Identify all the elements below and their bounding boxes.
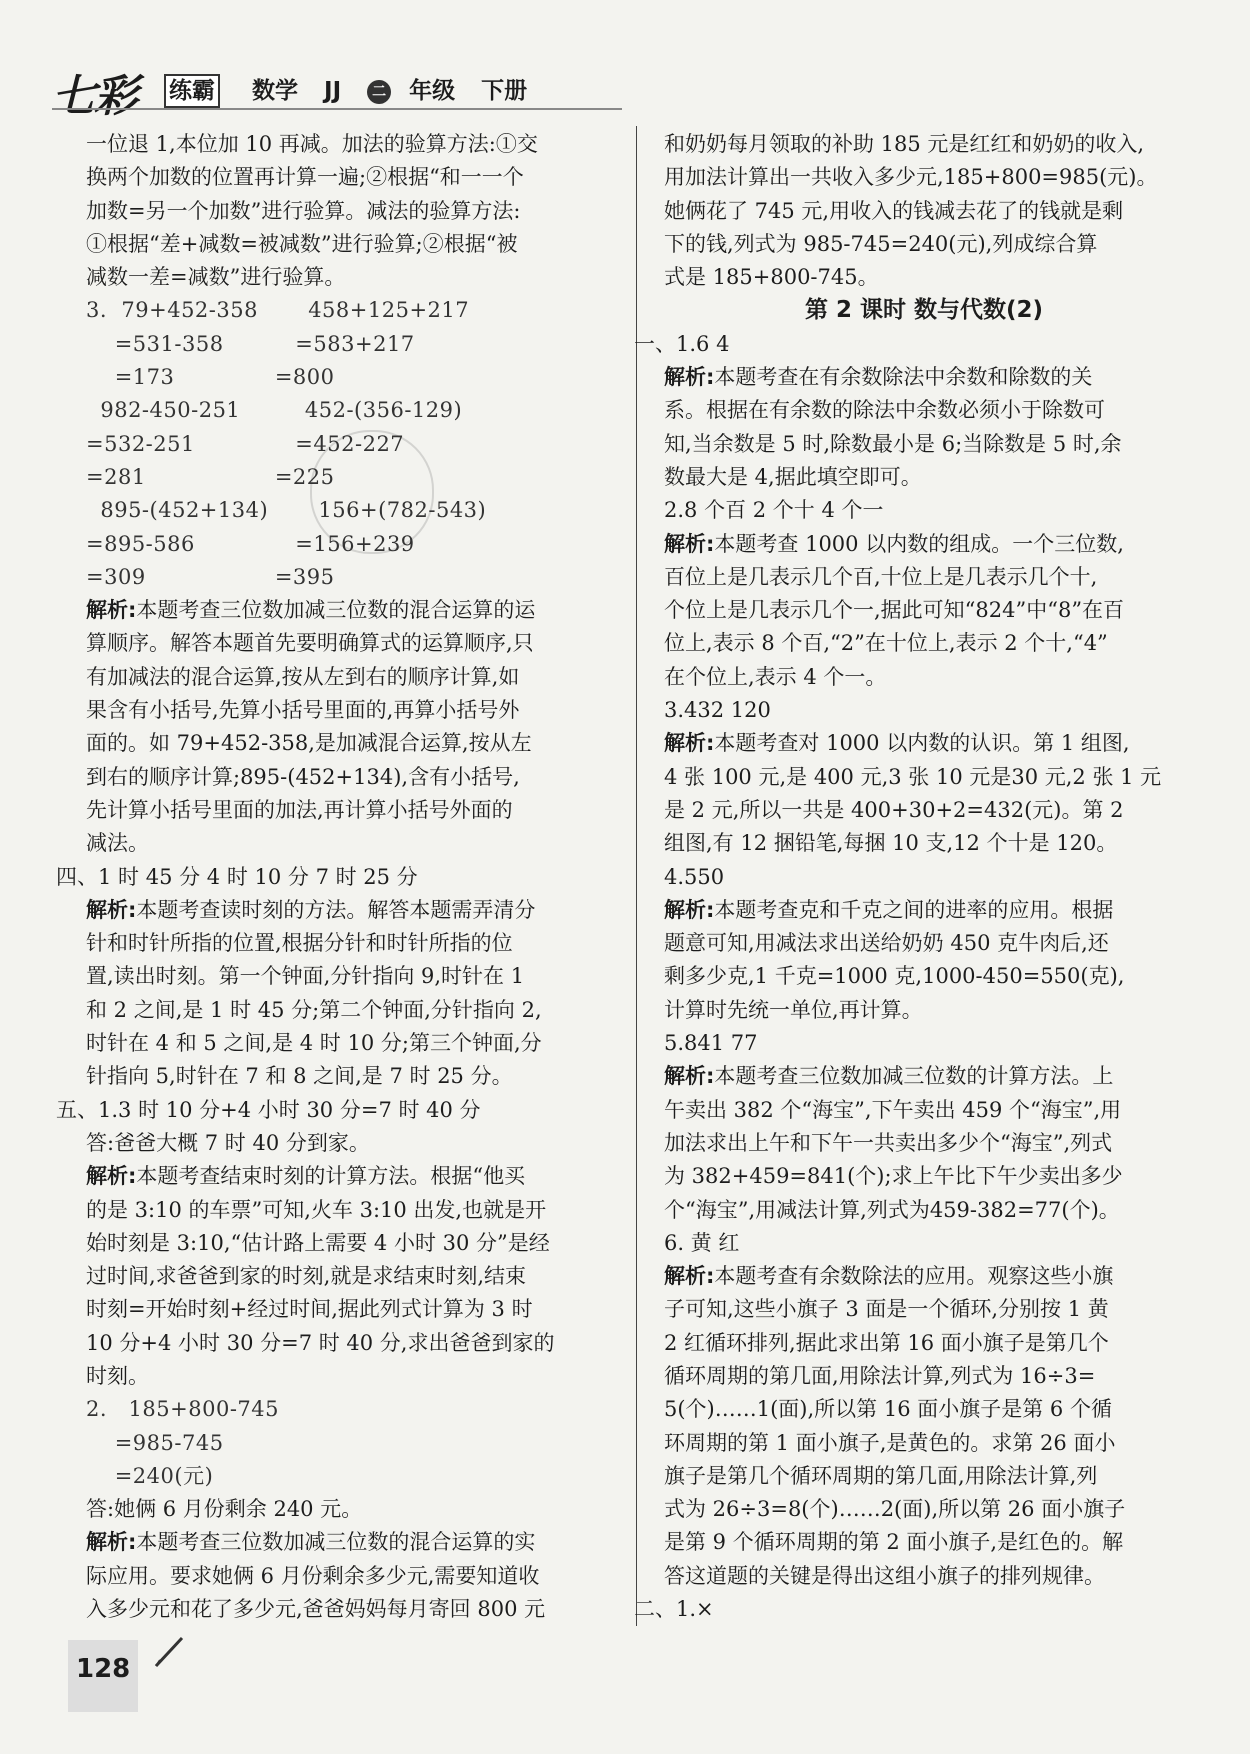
text-line: 位上,表示 8 个百,“2”在十位上,表示 2 个十,“4” [664, 631, 1108, 656]
text-line: 2. 185+800-745 [86, 1397, 280, 1422]
text-line: 解析:本题考查结束时刻的计算方法。根据“他买 [86, 1164, 526, 1189]
text-line: 3. 79+452-358 458+125+217 [86, 298, 470, 323]
text-line: 过时间,求爸爸到家的时刻,就是求结束时刻,结束 [86, 1264, 527, 1289]
text-line: 答:她俩 6 月份剩余 240 元。 [86, 1497, 363, 1522]
text-line: 和奶奶每月领取的补助 185 元是红红和奶奶的收入, [664, 132, 1145, 156]
text-line: 百位上是几表示几个百,十位上是几表示几个十, [664, 564, 1098, 589]
text-line: 有加减法的混合运算,按从左到右的顺序计算,如 [86, 664, 520, 689]
text-line: 加数=另一个加数”进行验算。减法的验算方法: [86, 198, 521, 223]
text-line: 5.841 77 [664, 1031, 758, 1056]
text-line: 解析:本题考查三位数加减三位数的计算方法。上 [664, 1064, 1114, 1089]
brand-box: 练霸 [164, 74, 220, 108]
text-line: 她俩花了 745 元,用收入的钱减去花了的钱就是剩 [664, 198, 1124, 223]
page-header [52, 60, 622, 122]
text-line: 知,当余数是 5 时,除数最小是 6;当除数是 5 时,余 [664, 431, 1122, 456]
text-line: 用加法计算出一共收入多少元,185+800=985(元)。 [664, 165, 1158, 190]
edition: JJ [324, 78, 342, 104]
text-line: 895-(452+134) 156+(782-543) [86, 498, 487, 523]
grade-mark: 二 [367, 80, 391, 104]
text-line: 在个位上,表示 4 个一。 [664, 664, 887, 689]
text-line: 时刻。 [86, 1363, 149, 1388]
text-line: 6. 黄 红 [664, 1230, 740, 1255]
text-line: 4 张 100 元,是 400 元,3 张 10 元是30 元,2 张 1 元 [664, 764, 1162, 789]
text-line: 旗子是第几个循环周期的第几面,用除法计算,列 [664, 1463, 1098, 1488]
text-line: 二、1.× [634, 1597, 714, 1622]
text-line: 第 2 课时 数与代数(2) [804, 297, 1044, 324]
text-line: 五、1.3 时 10 分+4 小时 30 分=7 时 40 分 [56, 1097, 481, 1122]
text-line: =240(元) [86, 1463, 214, 1488]
text-line: 环周期的第 1 面小旗子,是黄色的。求第 26 面小 [664, 1430, 1116, 1455]
text-line: =173 =800 [86, 365, 335, 390]
text-line: 置,读出时刻。第一个钟面,分针指向 9,时针在 1 [86, 964, 525, 989]
text-line: =895-586 =156+239 [86, 531, 415, 556]
text-line: 式是 185+800-745。 [664, 265, 879, 290]
text-line: 982-450-251 452-(356-129) [86, 398, 463, 423]
text-line: 10 分+4 小时 30 分=7 时 40 分,求出爸爸到家的 [86, 1330, 555, 1355]
text-line: 5(个)……1(面),所以第 16 面小旗子是第 6 个循 [664, 1397, 1112, 1422]
text-line: 面的。如 79+452-358,是加减混合运算,按从左 [86, 731, 532, 756]
text-line: 解析:本题考查克和千克之间的进率的应用。根据 [664, 897, 1114, 922]
text-line: 组图,有 12 捆铅笔,每捆 10 支,12 个十是 120。 [664, 831, 1118, 856]
page-number-box [68, 1640, 138, 1712]
text-line: 和 2 之间,是 1 时 45 分;第二个钟面,分针指向 2, [86, 997, 542, 1022]
header-rule [52, 108, 622, 110]
text-line: 为 382+459=841(个);求上午比下午少卖出多少 [664, 1164, 1123, 1189]
brand-logo: 七彩 [52, 71, 136, 122]
text-line: =985-745 [86, 1430, 224, 1455]
text-line: 四、1 时 45 分 4 时 10 分 7 时 25 分 [56, 864, 418, 889]
book-info [252, 72, 545, 105]
text-line: 减数一差=减数”进行验算。 [86, 265, 346, 290]
text-line: 解析:本题考查三位数加减三位数的混合运算的实 [86, 1530, 536, 1555]
left-column [56, 128, 606, 1626]
subject: 数学 [252, 78, 298, 104]
text-line: 2.8 个百 2 个十 4 个一 [664, 498, 884, 523]
text-line: 解析:本题考查三位数加减三位数的混合运算的运 [86, 598, 536, 623]
right-column [634, 128, 1184, 1626]
text-line: 3.432 120 [664, 698, 771, 723]
text-line: 一位退 1,本位加 10 再减。加法的验算方法:①交 [86, 132, 538, 156]
text-line: 加法求出上午和下午一共卖出多少个“海宝”,列式 [664, 1130, 1113, 1155]
text-line: ①根据“差+减数=被减数”进行验算;②根据“被 [86, 231, 518, 256]
text-line: 式为 26÷3=8(个)……2(面),所以第 26 面小旗子 [664, 1497, 1126, 1522]
text-line: 答:爸爸大概 7 时 40 分到家。 [86, 1130, 370, 1155]
text-line: 子可知,这些小旗子 3 面是一个循环,分别按 1 黄 [664, 1297, 1109, 1322]
text-line: 解析:本题考查 1000 以内数的组成。一个三位数, [664, 531, 1124, 556]
text-line: 始时刻是 3:10,“估计路上需要 4 小时 30 分”是经 [86, 1230, 550, 1255]
text-line: 个位上是几表示几个一,据此可知“824”中“8”在百 [664, 598, 1125, 623]
text-line: 的是 3:10 的车票”可知,火车 3:10 出发,也就是开 [86, 1197, 547, 1222]
pencil-icon [150, 1632, 190, 1672]
text-line: 际应用。要求她俩 6 月份剩余多少元,需要知道收 [86, 1563, 540, 1588]
text-line: 是 2 元,所以一共是 400+30+2=432(元)。第 2 [664, 797, 1124, 822]
text-line: 2 红循环排列,据此求出第 16 面小旗子是第几个 [664, 1330, 1109, 1355]
text-line: 题意可知,用减法求出送给奶奶 450 克牛肉后,还 [664, 931, 1109, 956]
text-line: 针和时针所指的位置,根据分针和时针所指的位 [86, 931, 513, 956]
text-line: =532-251 =452-227 [86, 431, 405, 456]
text-line: 算顺序。解答本题首先要明确算式的运算顺序,只 [86, 631, 534, 656]
text-line: 解析:本题考查对 1000 以内数的认识。第 1 组图, [664, 731, 1130, 756]
text-line: =309 =395 [86, 564, 335, 589]
text-line: 下的钱,列式为 985-745=240(元),列成综合算 [664, 231, 1098, 256]
text-line: 针指向 5,时针在 7 和 8 之间,是 7 时 25 分。 [86, 1064, 513, 1089]
text-line: 减法。 [86, 831, 149, 856]
text-line: 时针在 4 和 5 之间,是 4 时 10 分;第三个钟面,分 [86, 1031, 542, 1056]
text-line: 系。根据在有余数的除法中余数必须小于除数可 [664, 398, 1105, 423]
text-line: 计算时先统一单位,再计算。 [664, 997, 923, 1022]
text-line: 数最大是 4,据此填空即可。 [664, 464, 922, 489]
text-line: 果含有小括号,先算小括号里面的,再算小括号外 [86, 698, 520, 723]
text-line: 剩多少克,1 千克=1000 克,1000-450=550(克), [664, 964, 1125, 989]
text-line: 是第 9 个循环周期的第 2 面小旗子,是红色的。解 [664, 1530, 1124, 1555]
grade: 年级 [409, 78, 456, 104]
text-line: 解析:本题考查在有余数除法中余数和除数的关 [664, 365, 1093, 390]
text-line: 答这道题的关键是得出这组小旗子的排列规律。 [664, 1563, 1105, 1588]
text-line: 入多少元和花了多少元,爸爸妈妈每月寄回 800 元 [86, 1597, 546, 1622]
page-number: 128 [76, 1654, 131, 1684]
text-line: 个“海宝”,用减法计算,列式为459-382=77(个)。 [664, 1197, 1120, 1222]
text-line: 解析:本题考查读时刻的方法。解答本题需弄清分 [86, 897, 536, 922]
text-line: 午卖出 382 个“海宝”,下午卖出 459 个“海宝”,用 [664, 1097, 1122, 1122]
text-line: 循环周期的第几面,用除法计算,列式为 16÷3= [664, 1363, 1096, 1388]
text-line: 时刻=开始时刻+经过时间,据此列式计算为 3 时 [86, 1297, 533, 1322]
text-line: 先计算小括号里面的加法,再计算小括号外面的 [86, 797, 513, 822]
text-line: 一、1.6 4 [634, 331, 730, 356]
text-line: 到右的顺序计算;895-(452+134),含有小括号, [86, 764, 520, 789]
text-line: 换两个加数的位置再计算一遍;②根据“和一一个 [86, 165, 524, 190]
text-line: 4.550 [664, 864, 725, 889]
text-line: 解析:本题考查有余数除法的应用。观察这些小旗 [664, 1264, 1114, 1289]
volume: 下册 [481, 78, 528, 104]
text-line: =531-358 =583+217 [86, 331, 415, 356]
text-line: =281 =225 [86, 464, 335, 489]
